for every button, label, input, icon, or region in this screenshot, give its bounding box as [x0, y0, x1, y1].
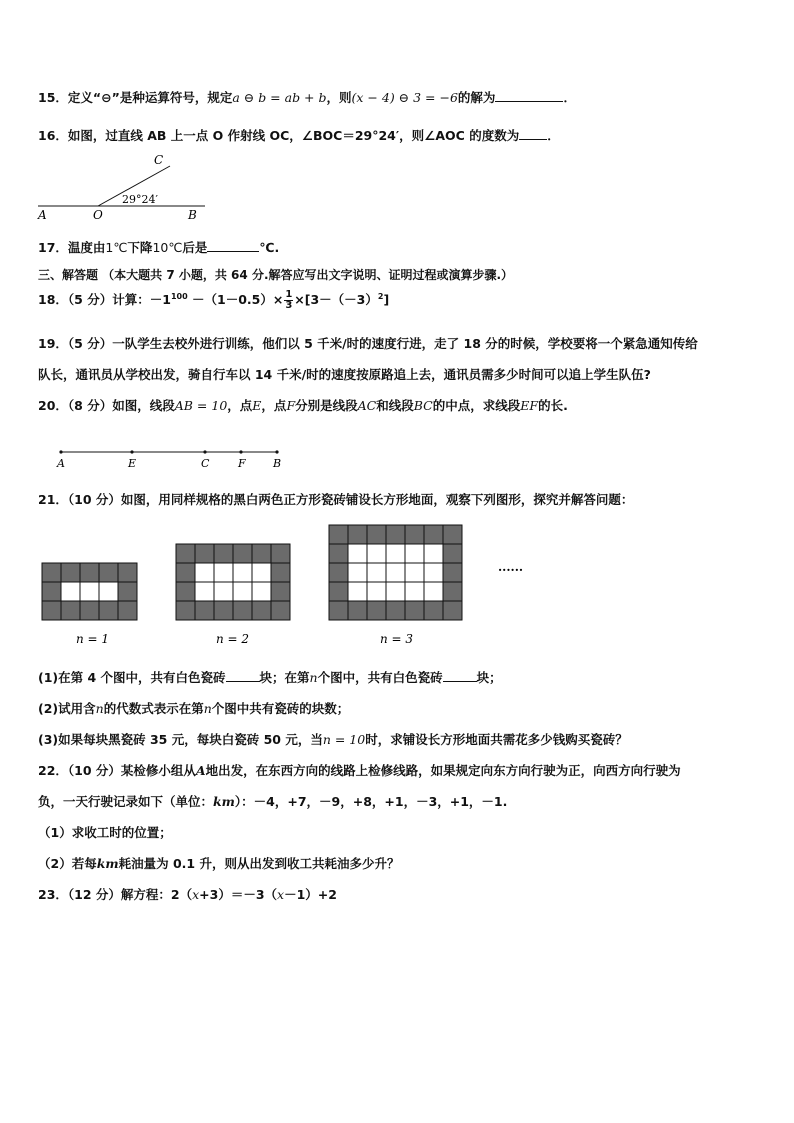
q21-part1-text-a: (1)在第 4 个图中，共有白色瓷砖	[38, 670, 226, 685]
q23-text-1: 解方程：2（	[120, 887, 193, 902]
q21-part1-n: n	[309, 670, 318, 685]
q18-text: 计算：	[112, 292, 150, 307]
q19-text-1: 一队学生去校外进行训练，他们以 5 千米/时的速度行进，走了 18 分的时候，学校要将一个紧急通知传给	[112, 336, 698, 351]
q20-point-e: E	[252, 398, 262, 413]
tile-grid-n3	[329, 525, 462, 620]
q22-text-2b: ）：－4，+7，－9，+8，+1，－3，+1，－1.	[234, 794, 508, 809]
white-tile	[367, 544, 386, 563]
point-f	[239, 450, 242, 453]
white-tile	[252, 563, 271, 582]
q18-exponent-2: 2	[377, 291, 384, 301]
black-tile	[367, 601, 386, 620]
question-21-part-2	[38, 699, 349, 717]
white-tile	[386, 544, 405, 563]
q21-part2-text-c: 个图中共有瓷砖的块数；	[211, 701, 350, 716]
black-tile	[195, 601, 214, 620]
black-tile	[195, 544, 214, 563]
label-b: B	[188, 208, 197, 222]
black-tile	[61, 563, 80, 582]
black-tile	[61, 601, 80, 620]
tile-grid-n2	[176, 544, 290, 620]
q20-text-7: 的长.	[538, 398, 568, 413]
caption-n2: n = 2	[216, 632, 250, 646]
q15-answer-blank[interactable]	[495, 89, 563, 102]
q22-part2-km: km	[96, 856, 119, 871]
black-tile	[233, 601, 252, 620]
white-tile	[348, 544, 367, 563]
label-a: A	[57, 457, 65, 470]
point-e	[130, 450, 133, 453]
white-tile	[424, 582, 443, 601]
black-tile	[176, 563, 195, 582]
q21-text: 如图，用同样规格的黑白两色正方形瓷砖铺设长方形地面，观察下列图形，探究并解答问题：	[120, 492, 634, 507]
question-22-line-1	[38, 761, 681, 779]
q20-text-4: 分别是线段	[295, 398, 358, 413]
black-tile	[252, 601, 271, 620]
question-22-line-2	[38, 792, 507, 810]
q21-part1-blank-2[interactable]	[443, 669, 477, 682]
q15-equation: (x − 4) ⊖ 3 = −6	[351, 90, 458, 105]
q18-fraction-denominator: 3	[285, 300, 293, 311]
q18-fraction-numerator: 1	[285, 289, 293, 300]
q21-part3-text-b: 时，求铺设长方形地面共需花多少钱购买瓷砖？	[365, 732, 628, 747]
black-tile	[271, 563, 290, 582]
black-tile	[424, 601, 443, 620]
black-tile	[42, 601, 61, 620]
question-19-line-1	[38, 334, 698, 352]
q21-score: （10 分）	[67, 492, 121, 507]
black-tile	[271, 601, 290, 620]
q15-number: 15．	[38, 90, 68, 105]
white-tile	[348, 582, 367, 601]
q18-score: （5 分）	[67, 292, 113, 307]
question-22-part-1: （1）求收工时的位置；	[38, 825, 172, 840]
question-15	[38, 88, 576, 106]
white-tile	[195, 563, 214, 582]
black-tile	[443, 563, 462, 582]
black-tile	[42, 563, 61, 582]
q21-part1-blank-1[interactable]	[226, 669, 260, 682]
q20-text-6: 的中点，求线段	[432, 398, 521, 413]
question-23	[38, 885, 337, 903]
white-tile	[386, 582, 405, 601]
q18-expr-2: －（1－0.5）×	[187, 292, 284, 307]
black-tile	[348, 601, 367, 620]
q18-expr-3: ×[3－（－3）	[294, 292, 378, 307]
q20-segment-bc: BC	[413, 398, 433, 413]
q23-var-x1: x	[192, 887, 200, 902]
q18-fraction	[284, 290, 293, 311]
q15-text-1: 定义“	[67, 90, 102, 105]
question-22-part-2	[38, 854, 399, 872]
q22-text-2a: 负，一天行驶记录如下（单位：	[38, 794, 214, 809]
q17-answer-blank[interactable]	[207, 239, 259, 252]
q21-part3-n: n = 10	[322, 732, 366, 747]
q21-part1-text-b: 块；在第	[259, 670, 310, 685]
point-a	[59, 450, 62, 453]
black-tile	[118, 582, 137, 601]
q17-text-3: 后是	[182, 240, 208, 255]
white-tile	[367, 563, 386, 582]
q15-text-2: ”是种运算符号，规定	[111, 90, 233, 105]
q18-expr-4: ]	[383, 292, 390, 307]
q21-part2-text-a: (2)试用含	[38, 701, 96, 716]
white-tile	[80, 582, 99, 601]
q19-number: 19．	[38, 336, 68, 351]
q23-text-3: －1）+2	[284, 887, 337, 902]
question-16	[38, 126, 560, 144]
q22-point-a: A	[195, 763, 206, 778]
white-tile	[233, 563, 252, 582]
q18-exponent: 100	[170, 291, 188, 301]
q20-text-1: 如图，线段	[112, 398, 175, 413]
black-tile	[176, 582, 195, 601]
q20-point-f: F	[286, 398, 296, 413]
label-e: E	[128, 457, 137, 470]
angle-figure	[30, 150, 220, 222]
black-tile	[329, 601, 348, 620]
q22-text-1a: 某检修小组从	[120, 763, 196, 778]
q17-unit: ℃.	[259, 240, 280, 255]
q19-score: （5 分）	[67, 336, 113, 351]
q22-part2-text-a: （2）若每	[38, 856, 97, 871]
section-three-heading: 三、解答题 （本大题共 7 小题，共 64 分.解答应写出文字说明、证明过程或演算步骤.）	[38, 268, 514, 282]
q15-operator: ⊖	[101, 90, 112, 105]
white-tile	[233, 582, 252, 601]
white-tile	[405, 582, 424, 601]
q20-text-5: 和线段	[376, 398, 414, 413]
black-tile	[443, 582, 462, 601]
white-tile	[367, 582, 386, 601]
q23-score: （12 分）	[67, 887, 121, 902]
q17-text-2: 下降	[127, 240, 153, 255]
black-tile	[367, 525, 386, 544]
q15-definition: a ⊖ b = ab + b	[232, 90, 327, 105]
label-c: C	[154, 153, 164, 167]
q22-score: （10 分）	[67, 763, 121, 778]
q20-value-ab: AB = 10	[174, 398, 228, 413]
white-tile	[214, 563, 233, 582]
question-21	[38, 490, 633, 508]
black-tile	[176, 601, 195, 620]
black-tile	[443, 525, 462, 544]
label-b: B	[273, 457, 282, 470]
q15-text-4: 的解为	[457, 90, 496, 105]
black-tile	[348, 525, 367, 544]
black-tile	[443, 601, 462, 620]
q20-text-3: ，点	[261, 398, 287, 413]
q20-text-2: ，点	[227, 398, 253, 413]
q16-number: 16．	[38, 128, 68, 143]
q16-end: ．	[547, 128, 560, 143]
black-tile	[386, 525, 405, 544]
q21-part2-text-b: 的代数式表示在第	[103, 701, 204, 716]
caption-n3: n = 3	[380, 632, 414, 646]
question-21-part-1	[38, 668, 502, 686]
q22-unit-km: km	[213, 794, 235, 809]
white-tile	[386, 563, 405, 582]
white-tile	[424, 544, 443, 563]
black-tile	[271, 544, 290, 563]
black-tile	[80, 563, 99, 582]
caption-n1: n = 1	[76, 632, 110, 646]
question-19-line-2: 队长，通讯员从学校出发，骑自行车以 14 千米/时的速度按原路追上去，通讯员需多少时间可以追上学生队伍?	[38, 367, 651, 382]
label-f: F	[238, 457, 246, 470]
q21-part3-text-a: (3)如果每块黑瓷砖 35 元，每块白瓷砖 50 元，当	[38, 732, 323, 747]
black-tile	[118, 563, 137, 582]
black-tile	[443, 544, 462, 563]
question-21-part-3	[38, 730, 628, 748]
q17-text-1: 温度由	[67, 240, 106, 255]
q20-number: 20．	[38, 398, 68, 413]
q22-number: 22．	[38, 763, 68, 778]
q23-number: 23．	[38, 887, 68, 902]
black-tile	[176, 544, 195, 563]
q21-part2-n2: n	[203, 701, 212, 716]
q18-number: 18．	[38, 292, 68, 307]
black-tile	[405, 525, 424, 544]
white-tile	[405, 544, 424, 563]
q22-text-1b: 地出发，在东西方向的线路上检修线路，如果规定向东方向行驶为正，向西方向行驶为	[205, 763, 681, 778]
black-tile	[329, 525, 348, 544]
white-tile	[195, 582, 214, 601]
black-tile	[329, 582, 348, 601]
black-tile	[214, 601, 233, 620]
q17-number: 17．	[38, 240, 68, 255]
q18-expr-1: －1	[149, 292, 171, 307]
black-tile	[80, 601, 99, 620]
black-tile	[329, 544, 348, 563]
q15-end: ．	[563, 90, 576, 105]
q21-part1-text-d: 块；	[476, 670, 502, 685]
white-tile	[252, 582, 271, 601]
continuation-dots: ······	[498, 563, 524, 577]
q21-part1-text-c: 个图中，共有白色瓷砖	[317, 670, 443, 685]
q16-text: 如图，过直线 AB 上一点 O 作射线 OC，∠BOC＝29°24′，则∠AOC 的度数为	[67, 128, 520, 143]
q23-text-2: +3）＝－3（	[199, 887, 278, 902]
q20-segment-ef: EF	[520, 398, 539, 413]
tile-grid-n1	[42, 563, 137, 620]
black-tile	[329, 563, 348, 582]
q21-number: 21．	[38, 492, 68, 507]
q17-value-1: 1℃	[105, 240, 128, 255]
black-tile	[424, 525, 443, 544]
black-tile	[405, 601, 424, 620]
q21-part2-n: n	[95, 701, 104, 716]
white-tile	[405, 563, 424, 582]
label-c: C	[201, 457, 210, 470]
black-tile	[271, 582, 290, 601]
white-tile	[99, 582, 118, 601]
label-angle: 29°24′	[122, 193, 158, 206]
q22-part2-text-b: 耗油量为 0.1 升，则从出发到收工共耗油多少升？	[118, 856, 400, 871]
question-20	[38, 396, 568, 414]
question-18	[38, 290, 389, 320]
q23-var-x2: x	[277, 887, 285, 902]
q20-segment-ac: AC	[357, 398, 377, 413]
black-tile	[214, 544, 233, 563]
q16-answer-blank[interactable]	[519, 127, 547, 140]
black-tile	[99, 563, 118, 582]
black-tile	[233, 544, 252, 563]
white-tile	[61, 582, 80, 601]
black-tile	[118, 601, 137, 620]
black-tile	[99, 601, 118, 620]
segment-figure	[50, 444, 290, 474]
q15-text-3: ，则	[326, 90, 352, 105]
black-tile	[42, 582, 61, 601]
point-b	[275, 450, 278, 453]
black-tile	[252, 544, 271, 563]
q17-value-2: 10℃	[152, 240, 183, 255]
black-tile	[386, 601, 405, 620]
white-tile	[424, 563, 443, 582]
white-tile	[348, 563, 367, 582]
label-o: O	[93, 208, 103, 222]
white-tile	[214, 582, 233, 601]
point-c	[203, 450, 206, 453]
question-17	[38, 238, 279, 256]
tile-figures	[30, 518, 550, 652]
q20-score: （8 分）	[67, 398, 113, 413]
label-a: A	[38, 208, 47, 222]
